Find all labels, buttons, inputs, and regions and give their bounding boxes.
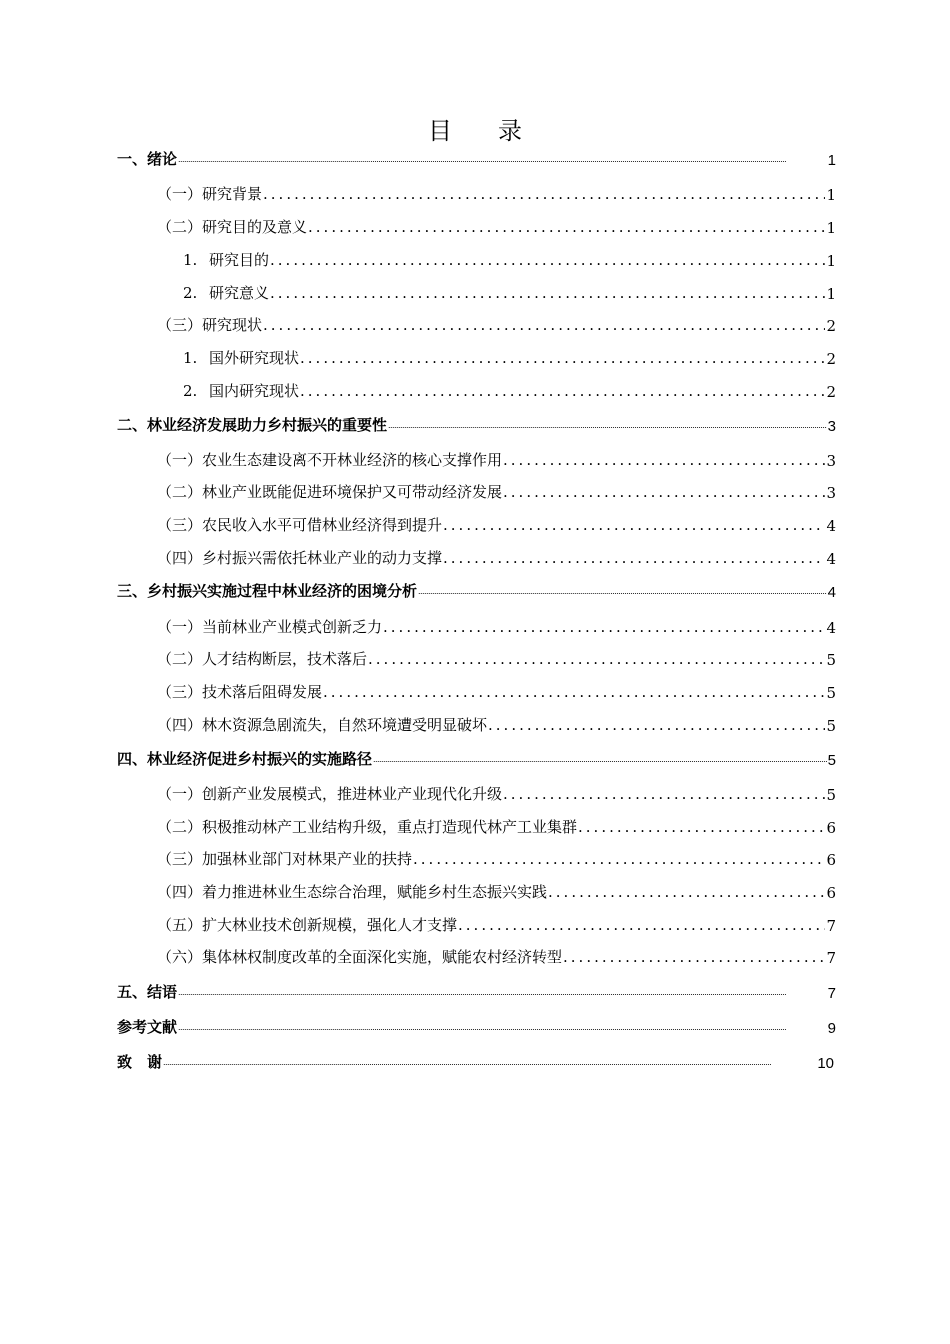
toc-entry[interactable]: [157, 311, 836, 335]
toc-entry[interactable]: [157, 878, 836, 902]
toc-entry[interactable]: [157, 180, 836, 204]
toc-entry-label: （一）创新产业发展模式，推进林业产业现代化升级: [157, 785, 503, 803]
toc-entry-text: 国内研究现状: [209, 382, 300, 400]
toc-dot-leader: [563, 952, 825, 962]
toc-dot-leader: [263, 320, 825, 330]
toc-entry-label: （四）林木资源急剧流失，自然环境遭受明显破坏: [157, 716, 488, 734]
toc-entry-page-number: 4: [826, 550, 836, 568]
toc-dot-leader: [300, 386, 825, 396]
toc-dot-leader: [368, 654, 825, 664]
toc-dot-leader: [488, 720, 825, 730]
toc-entry-label: （六）集体林权制度改革的全面深化实施，赋能农村经济转型: [157, 948, 563, 966]
toc-entry-label: （三）技术落后阻碍发展: [157, 683, 323, 701]
toc-entry-label: （四）乡村振兴需依托林业产业的动力支撑: [157, 549, 443, 567]
toc-entry[interactable]: [157, 943, 836, 967]
toc-entry-page-number: 1: [826, 252, 836, 270]
toc-entry[interactable]: [117, 745, 836, 769]
toc-entry-label: （二）研究目的及意义: [157, 218, 308, 236]
toc-dot-leader: [308, 222, 825, 232]
toc-entry-label: （二）林业产业既能促进环境保护又可带动经济发展: [157, 483, 503, 501]
toc-entry-label: （三）农民收入水平可借林业经济得到提升: [157, 516, 443, 534]
toc-entry-label: （三）加强林业部门对林果产业的扶持: [157, 850, 413, 868]
toc-entry[interactable]: [117, 1013, 836, 1037]
toc-title-char-1: 目: [428, 117, 452, 145]
toc-entry-label: 致 谢: [117, 1054, 163, 1071]
toc-entry-label: 五、结语: [117, 984, 178, 1001]
toc-entry[interactable]: [157, 711, 836, 735]
toc-dot-leader: [163, 1057, 816, 1067]
toc-dot-leader: [443, 553, 825, 563]
toc-entry-page-number: 5: [826, 684, 836, 702]
toc-entry[interactable]: [157, 645, 836, 669]
toc-dot-leader: [178, 987, 827, 997]
toc-entry-number: 2.: [183, 382, 198, 400]
toc-dot-leader: [373, 754, 827, 764]
toc-entry-page-number: 6: [826, 851, 836, 869]
toc-entry-page-number: 5: [826, 717, 836, 735]
toc-entry-text: 研究意义: [209, 284, 270, 302]
toc-entry-label: 参考文献: [117, 1019, 178, 1036]
toc-entry-page-number: 1: [826, 219, 836, 237]
toc-entry-label: （二）积极推动林产工业结构升级，重点打造现代林产工业集群: [157, 818, 578, 836]
toc-entry-page-number: 10: [817, 1055, 834, 1072]
toc-entry-page-number: 4: [827, 584, 836, 601]
toc-entry-page-number: 1: [826, 186, 836, 204]
toc-entry-label: （三）研究现状: [157, 316, 263, 334]
toc-entry[interactable]: [117, 577, 836, 601]
toc-entry-page-number: 7: [827, 985, 836, 1002]
toc-dot-leader: [270, 255, 825, 265]
toc-dot-leader: [578, 822, 825, 832]
toc-entry[interactable]: [157, 213, 836, 237]
toc-entry-text: 国外研究现状: [209, 349, 300, 367]
toc-entry-page-number: 3: [826, 484, 836, 502]
toc-entry[interactable]: [117, 978, 836, 1002]
toc-entry-label: [183, 249, 269, 270]
toc-entry-page-number: 5: [827, 752, 836, 769]
toc-entry[interactable]: [157, 911, 836, 935]
toc-entry[interactable]: [183, 246, 836, 270]
toc-dot-leader: [383, 622, 825, 632]
toc-dot-leader: [300, 353, 825, 363]
toc-dot-leader: [270, 288, 825, 298]
toc-dot-leader: [503, 487, 825, 497]
toc-entry-label: （二）人才结构断层，技术落后: [157, 650, 368, 668]
toc-entry-label: （一）当前林业产业模式创新乏力: [157, 618, 383, 636]
toc-entry-page-number: 3: [826, 452, 836, 470]
toc-dot-leader: [178, 154, 827, 164]
toc-entry[interactable]: [157, 511, 836, 535]
toc-entry[interactable]: [157, 678, 836, 702]
toc-entry-label: （一）研究背景: [157, 185, 263, 203]
toc-entry-number: 1.: [183, 349, 198, 367]
toc-entry-page-number: 7: [826, 949, 836, 967]
toc-dot-leader: [263, 189, 825, 199]
toc-dot-leader: [548, 887, 825, 897]
toc-dot-leader: [503, 789, 825, 799]
toc-entry[interactable]: [117, 1048, 834, 1072]
toc-entry-page-number: 1: [827, 152, 836, 169]
toc-entry-page-number: 6: [826, 819, 836, 837]
toc-entry-label: （四）着力推进林业生态综合治理，赋能乡村生态振兴实践: [157, 883, 548, 901]
toc-entry-page-number: 2: [826, 350, 836, 368]
toc-entry-page-number: 1: [826, 285, 836, 303]
toc-entry[interactable]: [117, 411, 836, 435]
toc-entry[interactable]: [157, 780, 836, 804]
toc-entry[interactable]: [183, 377, 836, 401]
toc-dot-leader: [178, 1022, 827, 1032]
toc-entry[interactable]: [183, 279, 836, 303]
toc-entry-page-number: 4: [826, 517, 836, 535]
toc-entry-page-number: 7: [826, 917, 836, 935]
toc-entry-page-number: 2: [826, 317, 836, 335]
toc-entry-page-number: 4: [826, 619, 836, 637]
toc-entry-page-number: 5: [826, 786, 836, 804]
toc-title-char-2: 录: [498, 117, 522, 145]
toc-entry-label: [183, 282, 269, 303]
toc-entry-page-number: 2: [826, 383, 836, 401]
toc-entry[interactable]: [157, 544, 836, 568]
toc-entry-label: （五）扩大林业技术创新规模，强化人才支撑: [157, 916, 458, 934]
toc-entry[interactable]: [157, 845, 836, 869]
toc-entry-number: 1.: [183, 251, 198, 269]
toc-entry-page-number: 3: [827, 418, 836, 435]
toc-dot-leader: [323, 687, 825, 697]
toc-dot-leader: [443, 520, 825, 530]
toc-entry[interactable]: [183, 344, 836, 368]
toc-dot-leader: [413, 854, 825, 864]
toc-dot-leader: [418, 586, 827, 596]
toc-entry[interactable]: [157, 613, 836, 637]
toc-entry[interactable]: [157, 813, 836, 837]
toc-entry[interactable]: [117, 145, 836, 169]
toc-entry-page-number: 5: [826, 651, 836, 669]
toc-entry-label: （一）农业生态建设离不开林业经济的核心支撑作用: [157, 451, 503, 469]
toc-entry-label: 一、绪论: [117, 151, 178, 168]
toc-dot-leader: [388, 420, 827, 430]
toc-dot-leader: [503, 455, 825, 465]
toc-entry-number: 2.: [183, 284, 198, 302]
toc-entry-page-number: 6: [826, 884, 836, 902]
toc-entry-label: 四、林业经济促进乡村振兴的实施路径: [117, 751, 373, 768]
toc-entry-label: 二、林业经济发展助力乡村振兴的重要性: [117, 417, 388, 434]
toc-entry-text: 研究目的: [209, 251, 270, 269]
toc-entry-label: [183, 347, 299, 368]
toc-entry-label: [183, 380, 299, 401]
toc-entry[interactable]: [157, 478, 836, 502]
toc-dot-leader: [458, 920, 825, 930]
toc-entry-page-number: 9: [827, 1020, 836, 1037]
toc-entry[interactable]: [157, 446, 836, 470]
toc-entry-label: 三、乡村振兴实施过程中林业经济的困境分析: [117, 583, 418, 600]
